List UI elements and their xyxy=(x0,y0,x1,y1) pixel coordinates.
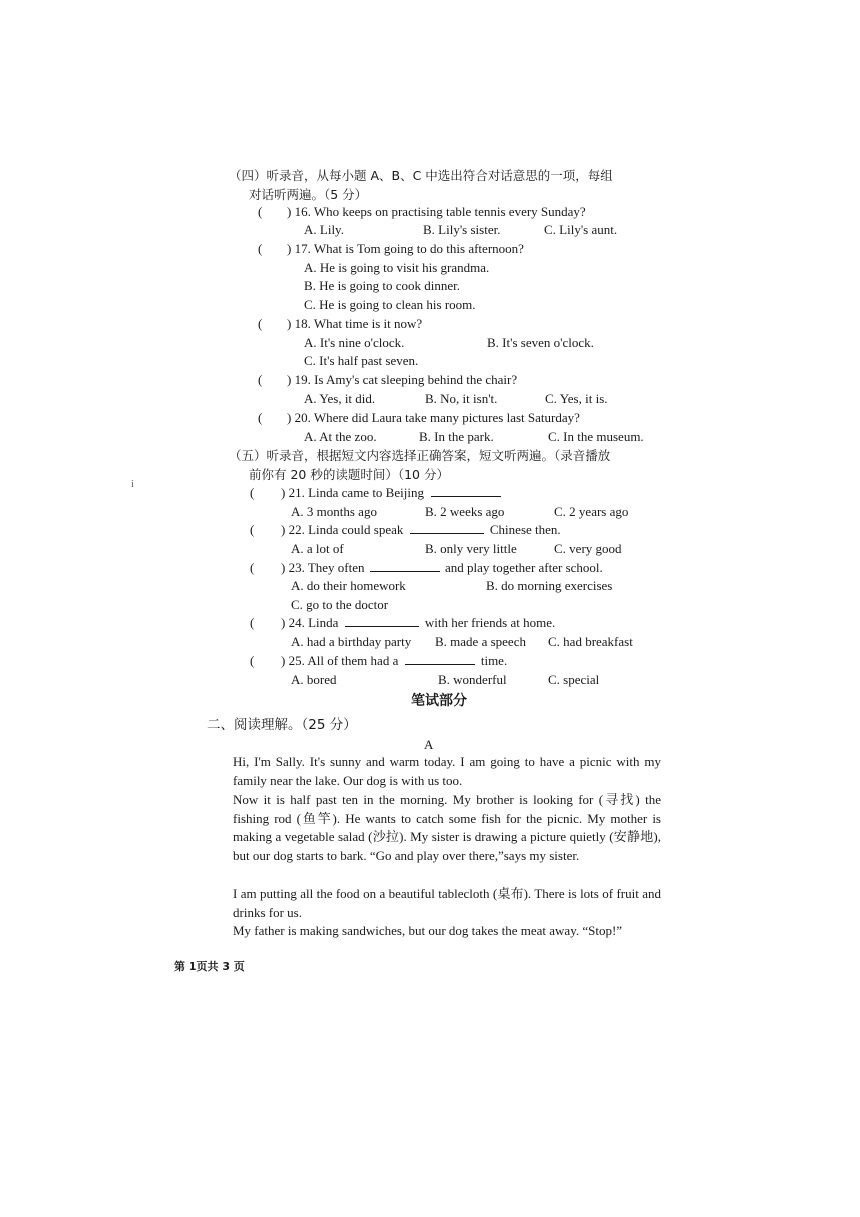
section5-heading-line2: 前你有 20 秒的读题时间）（10 分） xyxy=(249,467,449,482)
answer-paren: ( xyxy=(258,372,263,387)
option-a: A. a lot of xyxy=(291,541,344,556)
passage-paragraph-3: I am putting all the food on a beautiful tablecloth (桌布). There is lots of fruit and drinks for us. xyxy=(233,886,661,920)
option-b: B. He is going to cook dinner. xyxy=(304,278,460,293)
option-c: C. had breakfast xyxy=(548,634,633,649)
option-c: C. very good xyxy=(554,541,622,556)
question-24-text-end: with her friends at home. xyxy=(424,615,556,630)
question-20: ) 20. Where did Laura take many pictures last Saturday? xyxy=(287,410,580,425)
option-c: C. It's half past seven. xyxy=(304,353,419,368)
margin-mark: i xyxy=(131,479,134,490)
answer-paren: ( xyxy=(250,560,255,575)
passage-paragraph-2: Now it is half past ten in the morning. My brother is looking for (寻找) the fishing rod (鱼竿). He wants to catch some fish for the picnic. My mother is making a vegetable salad (沙拉). My sister is drawing a picture quietly (安静地), but our dog starts to bark. “Go and play over there,”says my sister. xyxy=(233,792,661,863)
question-24-text-start: ) 24. Linda xyxy=(281,615,339,630)
written-part-title: 笔试部分 xyxy=(411,693,467,709)
question-21 xyxy=(281,484,501,502)
section4-heading-line1: （四）听录音，从每小题 A、B、C 中选出符合对话意思的一项，每组 xyxy=(229,168,613,183)
passage-paragraph-1: Hi, I'm Sally. It's sunny and warm today. I am going to have a picnic with my family near the lake. Our dog is with us too. xyxy=(233,754,661,788)
answer-paren: ( xyxy=(258,410,263,425)
option-a: A. Yes, it did. xyxy=(304,391,376,406)
question-25-text-end: time. xyxy=(480,653,508,668)
option-b: B. made a speech xyxy=(435,634,526,649)
question-22 xyxy=(281,521,561,539)
option-a: A. He is going to visit his grandma. xyxy=(304,260,490,275)
question-22-text-start: ) 22. Linda could speak xyxy=(281,522,404,537)
section4-heading-line2: 对话听两遍。（5 分） xyxy=(249,187,368,202)
option-b: B. wonderful xyxy=(438,672,507,687)
option-b: B. do morning exercises xyxy=(486,578,613,593)
answer-blank xyxy=(345,614,419,627)
answer-blank xyxy=(370,559,440,572)
reading-heading: 二、阅读理解。（25 分） xyxy=(207,717,357,733)
option-b: B. Lily's sister. xyxy=(423,222,501,237)
question-24 xyxy=(281,614,555,632)
question-25-text-start: ) 25. All of them had a xyxy=(281,653,399,668)
answer-paren: ( xyxy=(258,316,263,331)
option-c: C. Yes, it is. xyxy=(545,391,608,406)
answer-paren: ( xyxy=(250,522,255,537)
question-21-text: ) 21. Linda came to Beijing xyxy=(281,485,424,500)
question-23 xyxy=(281,559,603,577)
answer-paren: ( xyxy=(258,241,263,256)
question-17: ) 17. What is Tom going to do this afternoon? xyxy=(287,241,524,256)
option-a: A. It's nine o'clock. xyxy=(304,335,405,350)
page-footer: 第 1页共 3 页 xyxy=(174,960,245,973)
passage-label: A xyxy=(424,737,434,752)
option-b: B. In the park. xyxy=(419,429,494,444)
answer-blank xyxy=(405,652,475,665)
question-16: ) 16. Who keeps on practising table tennis every Sunday? xyxy=(287,204,586,219)
option-c: C. go to the doctor xyxy=(291,597,389,612)
answer-paren: ( xyxy=(258,204,263,219)
question-25 xyxy=(281,652,507,670)
option-b: B. only very little xyxy=(425,541,517,556)
option-c: C. He is going to clean his room. xyxy=(304,297,476,312)
section5-heading-line1: （五）听录音，根据短文内容选择正确答案，短文听两遍。（录音播放 xyxy=(229,448,611,463)
option-c: C. special xyxy=(548,672,600,687)
answer-paren: ( xyxy=(250,653,255,668)
question-23-text-start: ) 23. They often xyxy=(281,560,365,575)
option-c: C. In the museum. xyxy=(548,429,644,444)
option-b: B. No, it isn't. xyxy=(425,391,498,406)
option-b: B. 2 weeks ago xyxy=(425,504,505,519)
passage-paragraph-4: My father is making sandwiches, but our dog takes the meat away. “Stop!” xyxy=(233,923,623,938)
answer-blank xyxy=(431,484,501,497)
question-18: ) 18. What time is it now? xyxy=(287,316,423,331)
option-a: A. At the zoo. xyxy=(304,429,377,444)
option-b: B. It's seven o'clock. xyxy=(487,335,594,350)
option-a: A. do their homework xyxy=(291,578,406,593)
option-a: A. Lily. xyxy=(304,222,344,237)
question-19: ) 19. Is Amy's cat sleeping behind the chair? xyxy=(287,372,518,387)
question-23-text-end: and play together after school. xyxy=(445,560,603,575)
option-a: A. 3 months ago xyxy=(291,504,377,519)
answer-paren: ( xyxy=(250,485,255,500)
option-c: C. 2 years ago xyxy=(554,504,629,519)
answer-blank xyxy=(410,521,484,534)
option-c: C. Lily's aunt. xyxy=(544,222,618,237)
option-a: A. bored xyxy=(291,672,337,687)
question-22-text-end: Chinese then. xyxy=(489,522,561,537)
option-a: A. had a birthday party xyxy=(291,634,412,649)
answer-paren: ( xyxy=(250,615,255,630)
